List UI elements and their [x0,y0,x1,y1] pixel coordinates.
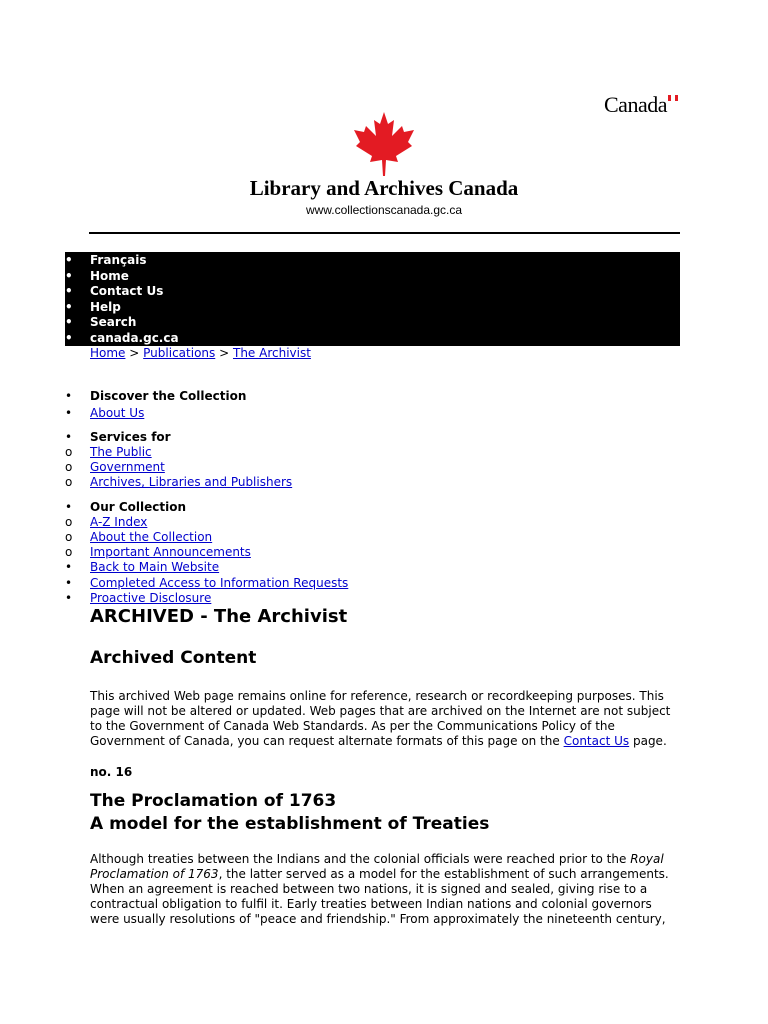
archived-content-heading: Archived Content [90,648,257,668]
canada-wordmark [604,92,667,118]
article-heading: The Proclamation of 1763 A model for the establishment of Treaties [90,791,490,834]
site-title: Library and Archives Canada [249,176,519,200]
top-nav: • Français • Home • Contact Us • Help • Search • canada.gc.ca [65,252,680,346]
maple-leaf-icon [352,110,416,178]
breadcrumb-separator: > [129,346,140,360]
breadcrumb [90,346,311,360]
contact-us-link[interactable]: Contact Us [563,734,630,748]
header-divider [89,232,680,234]
breadcrumb-archivist-link[interactable]: The Archivist [232,346,311,360]
page-title: ARCHIVED - The Archivist [90,606,348,627]
breadcrumb-home-link[interactable]: Home [90,346,126,360]
canada-flag-icon [668,95,678,101]
article-body: Although treaties between the Indians and the colonial officials were reached prior to the Royal Proclamation of 1763, the latter served as a model for the establishment of such arrangements. When an agreement is reached between two nations, it is signed and sealed, giving rise to a contractual obligation to fulfil it. Early treaties between Indian nations and colonial governors were usually resolutions of "peace and friendship." From approximately the nineteenth century, [90,852,669,926]
archived-notice: This archived Web page remains online for reference, research or recordkeeping purposes. This page will not be altered or updated. Web pages that are archived on the Internet are not subject to the Government of Canada Web Standards. As per the Communications Policy of the Government of Canada, you can request alternate formats of this page on the Contact Us page. [90,689,671,748]
site-url: www.collectionscanada.gc.ca [305,203,463,217]
issue-number: no. 16 [90,765,133,779]
breadcrumb-publications-link[interactable]: Publications [143,346,216,360]
wordmark-text: Canada [604,92,667,117]
breadcrumb-separator: > [219,346,230,360]
